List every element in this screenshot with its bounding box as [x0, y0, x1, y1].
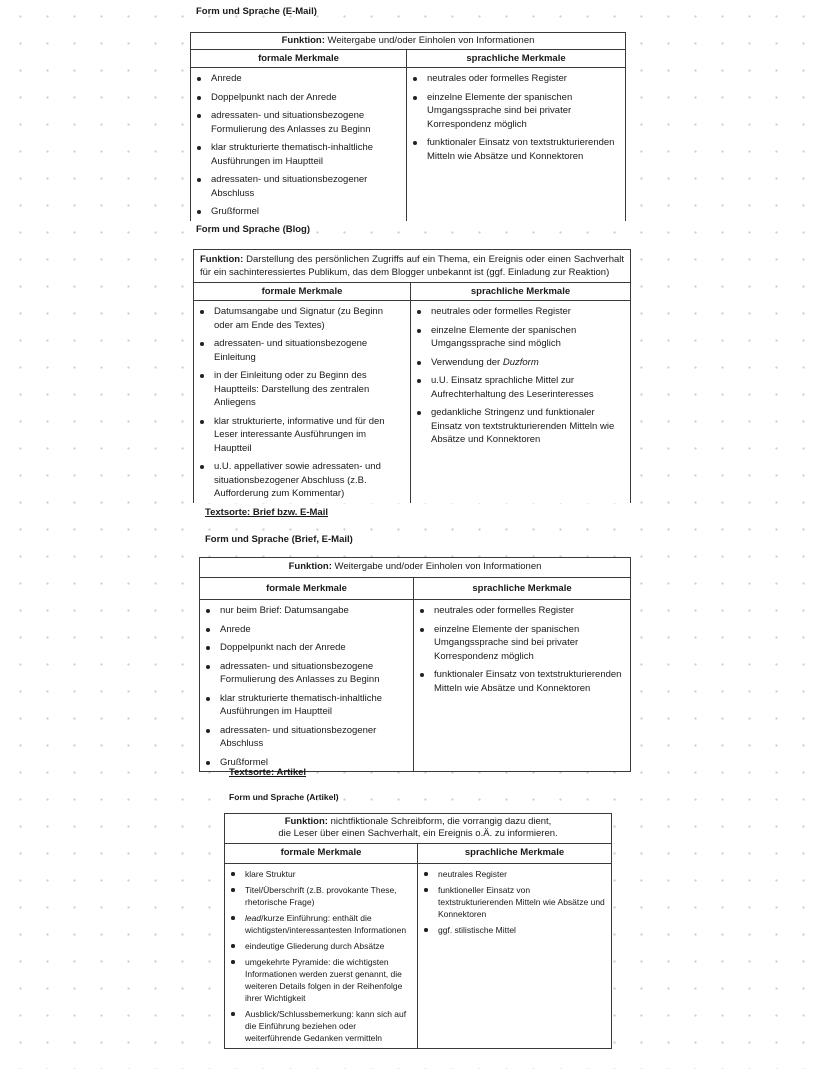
list-item: Anrede: [220, 623, 407, 637]
lang-header: sprachliche Merkmale: [407, 50, 626, 68]
list-item: einzelne Elemente der spanischen Umgangssprache sind bei privater Korrespondenz möglich: [427, 91, 619, 132]
artikel-heading: Form und Sprache (Artikel): [229, 792, 339, 802]
formal-header: formale Merkmale: [191, 50, 407, 68]
brief-heading: Form und Sprache (Brief, E-Mail): [205, 534, 353, 545]
formal-header: formale Merkmale: [200, 578, 414, 600]
list-item: Titel/Überschrift (z.B. provokante These, rhetorische Frage): [245, 884, 411, 908]
lang-header: sprachliche Merkmale: [411, 283, 631, 301]
list-item: Grußformel: [220, 756, 407, 770]
blog-table: [193, 249, 631, 503]
blog-function: [194, 250, 631, 283]
list-item: einzelne Elemente der spanischen Umgangssprache sind bei privater Korrespondenz möglich: [434, 623, 624, 664]
function-label: Funktion:: [284, 816, 328, 827]
function-text: die Leser über einen Sachverhalt, ein Ereignis o.Ä. zu informieren.: [278, 828, 558, 839]
artikel-table: [224, 813, 612, 1049]
list-item: u.U. Einsatz sprachliche Mittel zur Aufrechterhaltung des Leserinteresses: [431, 374, 624, 401]
email-heading: Form und Sprache (E-Mail): [196, 6, 317, 17]
list-item: [245, 912, 411, 936]
list-item-text: Verwendung der: [431, 356, 501, 368]
lang-list: [414, 600, 630, 702]
lang-header: sprachliche Merkmale: [414, 578, 631, 600]
list-item: adressaten- und situationsbezogener Abschluss: [211, 173, 400, 200]
list-item: klar strukturierte, informative und für den Leser interessante Ausführungen im Hauptteil: [214, 415, 404, 456]
list-item: nur beim Brief: Datumsangabe: [220, 604, 407, 618]
list-item: adressaten- und situationsbezogene Einleitung: [214, 337, 404, 364]
list-item: klar strukturierte thematisch-inhaltliche Ausführungen im Hauptteil: [211, 141, 400, 168]
list-item: in der Einleitung oder zu Beginn des Hauptteils: Darstellung des zentralen Anliegens: [214, 369, 404, 410]
lang-list: [407, 68, 625, 170]
list-item: gedankliche Stringenz und funktionaler Einsatz von textstrukturierenden Mitteln wie Absätze und Konnektoren: [431, 406, 624, 447]
blog-heading: Form und Sprache (Blog): [196, 224, 310, 235]
list-item: Anrede: [211, 72, 400, 86]
formal-header: formale Merkmale: [194, 283, 411, 301]
list-item: ggf. stilistische Mittel: [438, 924, 605, 936]
list-item: [431, 356, 624, 370]
artikel-function: [225, 814, 612, 844]
lang-list: [418, 864, 611, 942]
list-item: Datumsangabe und Signatur (zu Beginn oder am Ende des Textes): [214, 305, 404, 332]
artikel-textsorte: Textsorte: Artikel: [229, 767, 307, 778]
list-item: neutrales Register: [438, 868, 605, 880]
list-item: neutrales oder formelles Register: [427, 72, 619, 86]
function-label: Funktion:: [288, 561, 332, 572]
list-item: u.U. appellativer sowie adressaten- und situationsbezogener Abschluss (z.B. Aufforderung zum Kommentar): [214, 460, 404, 501]
brief-textsorte: Textsorte: Brief bzw. E-Mail: [205, 507, 328, 518]
function-text: nichtfiktionale Schreibform, die vorrangig dazu dient,: [330, 816, 552, 827]
lang-list: [411, 301, 630, 454]
list-item: klar strukturierte thematisch-inhaltliche Ausführungen im Hauptteil: [220, 692, 407, 719]
list-item: einzelne Elemente der spanischen Umgangssprache sind möglich: [431, 324, 624, 351]
list-item: funktioneller Einsatz von textstrukturierenden Mitteln wie Absätze und Konnektoren: [438, 885, 605, 919]
function-text: Weitergabe und/oder Einholen von Informationen: [334, 561, 542, 572]
list-item: umgekehrte Pyramide: die wichtigsten Informationen werden zuerst genannt, die weiteren Details folgen in der Reihenfolge ihrer Wichtigkeit: [245, 956, 411, 1004]
list-item: Doppelpunkt nach der Anrede: [220, 641, 407, 655]
lang-header: sprachliche Merkmale: [418, 844, 612, 864]
list-item: funktionaler Einsatz von textstrukturierenden Mitteln wie Absätze und Konnektoren: [434, 668, 624, 695]
list-item: Doppelpunkt nach der Anrede: [211, 91, 400, 105]
list-item-text: /kurze Einführung: enthält die wichtigsten/interessantesten Informationen: [245, 913, 407, 935]
function-text: Darstellung des persönlichen Zugriffs auf ein Thema, ein Ereignis oder einen Sachverhalt für ein sachinteressiertes Publikum, das dem Blogger unbekannt ist (ggf. Einladung zur Reaktion): [200, 254, 625, 278]
formal-list: [191, 68, 406, 221]
function-label: Funktion:: [200, 254, 244, 265]
list-item: adressaten- und situationsbezogener Abschluss: [220, 724, 407, 751]
list-item: neutrales oder formelles Register: [434, 604, 624, 618]
formal-list: [194, 301, 410, 503]
list-item: neutrales oder formelles Register: [431, 305, 624, 319]
function-text: Weitergabe und/oder Einholen von Informationen: [327, 35, 535, 46]
formal-list: [200, 600, 413, 771]
list-item: klare Struktur: [245, 868, 411, 880]
function-label: Funktion:: [281, 35, 325, 46]
formal-list: [225, 864, 417, 1046]
list-item: Grußformel: [211, 205, 400, 219]
list-item-emphasis: lead: [245, 913, 262, 923]
email-function: [191, 33, 626, 50]
list-item-emphasis: Duzform: [502, 356, 539, 368]
list-item: Ausblick/Schlussbemerkung: kann sich auf die Einführung beziehen oder weiterführende Gedanken vermitteln: [245, 1008, 411, 1044]
list-item: adressaten- und situationsbezogene Formulierung des Anlasses zu Beginn: [220, 660, 407, 687]
list-item: eindeutige Gliederung durch Absätze: [245, 940, 411, 952]
formal-header: formale Merkmale: [225, 844, 418, 864]
brief-function: [200, 558, 631, 578]
brief-table: [199, 557, 631, 772]
list-item: adressaten- und situationsbezogene Formulierung des Anlasses zu Beginn: [211, 109, 400, 136]
email-table: [190, 32, 626, 221]
list-item: funktionaler Einsatz von textstrukturierenden Mitteln wie Absätze und Konnektoren: [427, 136, 619, 163]
